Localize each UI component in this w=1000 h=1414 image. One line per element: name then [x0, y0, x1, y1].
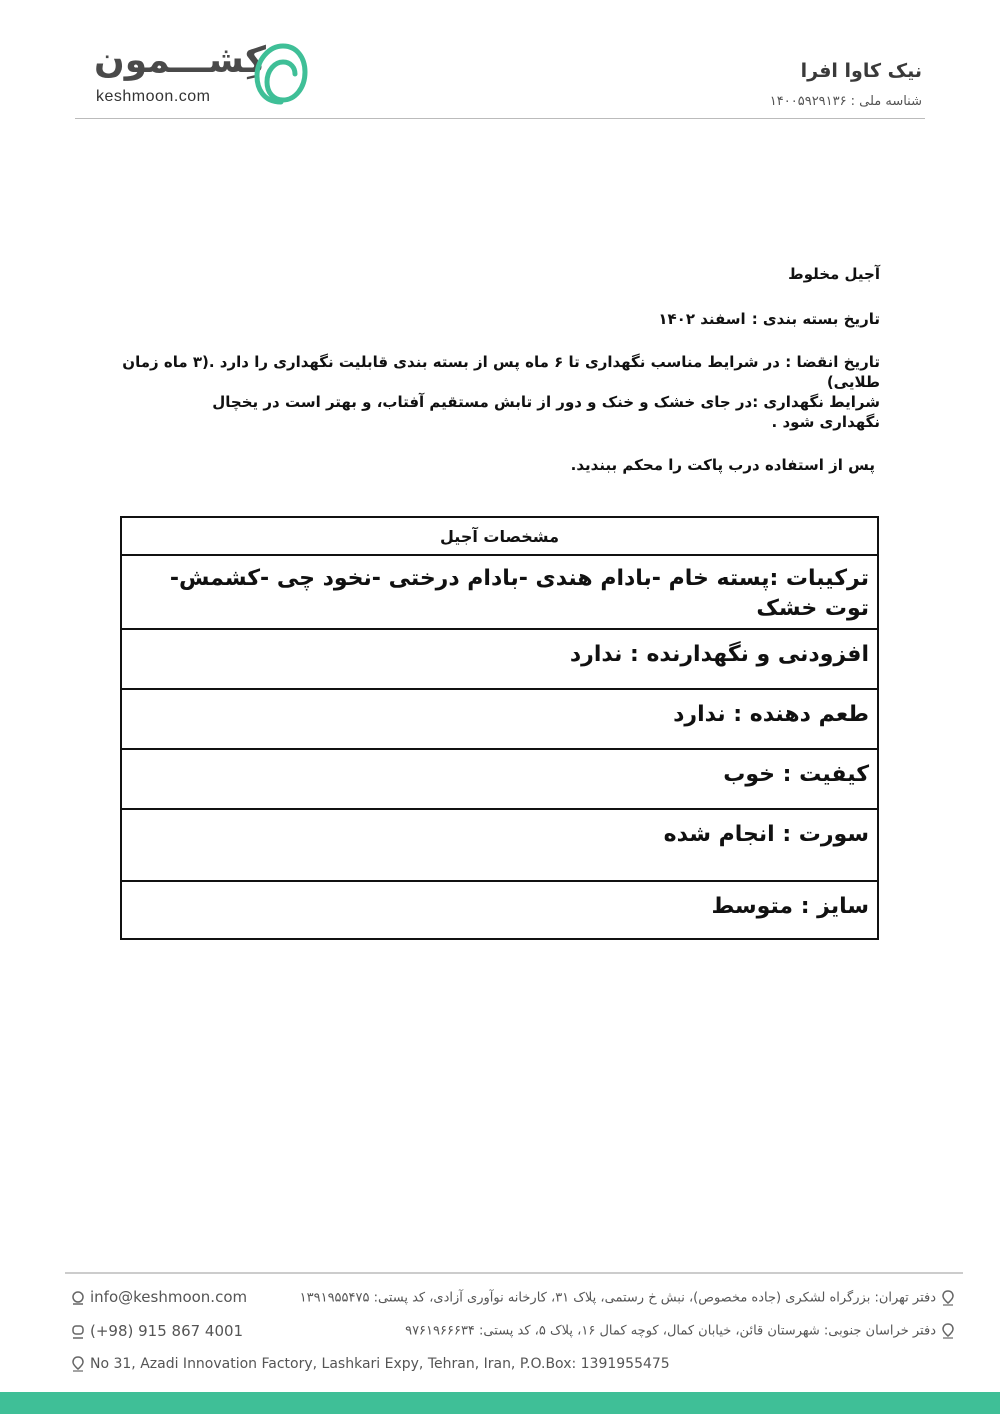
table-row	[121, 629, 878, 689]
email-icon	[71, 1290, 85, 1306]
storage-conditions: شرایط نگهداری :در جای خشک و خنک و دور از تابش مستقیم آفتاب، و بهتر است در یخچال نگهداری شود .	[212, 393, 880, 431]
footer-office-tehran-text: دفتر تهران: بزرگراه لشکری (جاده مخصوص)، نبش خ رستمی، پلاک ۳۱، کارخانه نوآوری آزادی، کد پستی: ۱۳۹۱۹۵۵۴۷۵	[299, 1290, 936, 1306]
header-divider	[75, 118, 925, 119]
footer-phone	[66, 1322, 243, 1340]
logo-name: کِشـــمون	[94, 40, 266, 81]
logo-url: keshmoon.com	[96, 88, 211, 105]
footer-office-tehran	[300, 1290, 960, 1306]
packaging-date	[120, 309, 880, 329]
location-pin-icon	[71, 1356, 85, 1372]
spec-size: سایز : متوسط	[121, 881, 878, 939]
spec-table	[120, 516, 879, 940]
table-row	[121, 555, 878, 629]
company-name: نیک کاوا افرا	[800, 60, 922, 82]
expiry-info: تاریخ انقضا : در شرایط مناسب نگهداری تا ۶ ماه پس از بسته بندی قابلیت نگهداری را دارد .(۳ ماه زمان طلایی)	[122, 353, 880, 391]
brand-logo	[90, 38, 320, 110]
footer-email-text: info@keshmoon.com	[90, 1288, 248, 1306]
spec-additives: افزودنی و نگهدارنده : ندارد	[121, 629, 878, 689]
footer-address-en-text: No 31, Azadi Innovation Factory, Lashkari Expy, Tehran, Iran, P.O.Box: 1391955475	[90, 1356, 670, 1372]
table-row	[121, 749, 878, 809]
phone-icon	[71, 1324, 85, 1340]
packaging-date-label: تاریخ بسته بندی :	[751, 310, 880, 328]
footer-brand-bar	[0, 1392, 1000, 1414]
footer-address-en	[66, 1356, 670, 1372]
location-pin-icon	[941, 1323, 955, 1339]
table-row	[121, 809, 878, 881]
footer-divider	[65, 1272, 963, 1274]
spec-table-header: مشخصات آجیل	[121, 517, 878, 555]
spec-sorting: سورت : انجام شده	[121, 809, 878, 881]
footer-office-khorasan-text: دفتر خراسان جنوبی: شهرستان قائن، خیابان کمال، کوچه کمال ۱۶، پلاک ۵، کد پستی: ۹۷۶۱۹۶۶۶۳۴	[405, 1323, 936, 1339]
spec-quality: کیفیت : خوب	[121, 749, 878, 809]
national-id-value: ۱۴۰۰۵۹۲۹۱۳۶	[769, 94, 847, 109]
after-use-note: پس از استفاده درب پاکت را محکم ببندید.	[570, 456, 875, 474]
table-row	[121, 689, 878, 749]
footer-email	[66, 1288, 247, 1306]
spec-flavoring: طعم دهنده : ندارد	[121, 689, 878, 749]
spec-table-header-row	[121, 517, 878, 555]
footer-phone-text: (+98) 915 867 4001	[90, 1322, 244, 1340]
packaging-date-value: اسفند ۱۴۰۲	[658, 310, 746, 328]
product-title: آجیل مخلوط	[788, 265, 880, 283]
location-pin-icon	[941, 1290, 955, 1306]
footer-office-khorasan	[405, 1323, 960, 1339]
table-row	[121, 881, 878, 939]
spec-ingredients: ترکیبات :پسته خام -بادام هندی -بادام درختی -نخود چی -کشمش-توت خشک	[121, 555, 878, 629]
national-id	[766, 94, 922, 109]
national-id-label: شناسه ملی :	[850, 94, 922, 109]
keshmoon-logo-icon	[253, 42, 309, 106]
